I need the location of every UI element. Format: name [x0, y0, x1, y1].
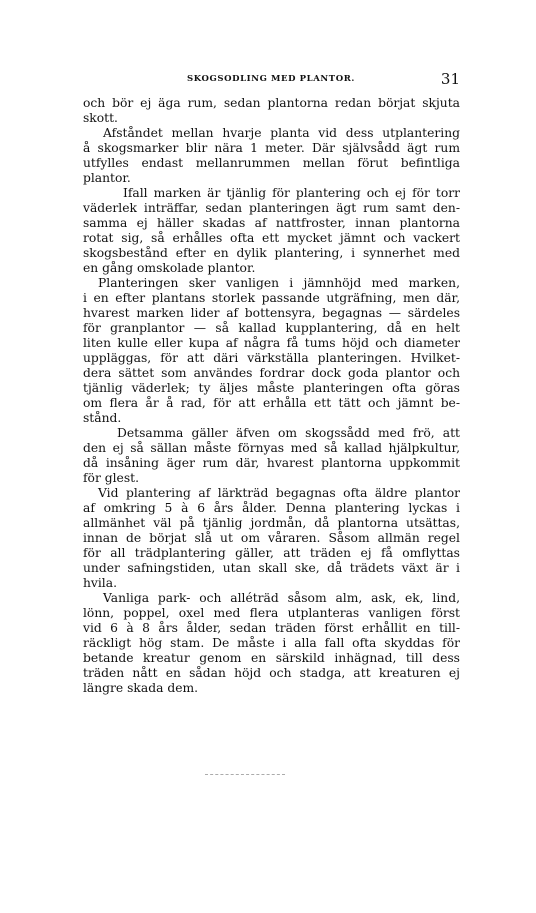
text-line: räckligt hög stam. De måste i alla fall ofta skyddas för [83, 636, 460, 650]
text-line: under safningstiden, utan skall ske, då trädets växt är i [83, 561, 460, 575]
text-line: allmänhet väl på tjänlig jordmån, då plantorna utsättas, [83, 516, 460, 530]
text-line: den ej så sällan måste förnyas med så kallad hjälpkultur, [83, 441, 460, 455]
text-line: Afståndet mellan hvarje planta vid dess utplantering [103, 126, 460, 140]
text-line: lönn, poppel, oxel med flera utplanteras vanligen först [83, 606, 460, 620]
text-line: för glest. [83, 471, 139, 485]
text-line: dera sättet som användes fordrar dock goda plantor och [83, 366, 460, 380]
text-line: då insåning äger rum där, hvarest plantorna uppkommit [83, 456, 460, 470]
text-line: af omkring 5 à 6 års ålder. Denna plantering lyckas i [83, 501, 460, 515]
footer-divider [205, 774, 285, 776]
text-line: innan de börjat slå ut om våraren. Såsom allmän regel [83, 531, 460, 545]
text-line: uppläggas, för att däri värkställa planteringen. Hvilket- [83, 351, 460, 365]
text-line: tjänlig väderlek; ty äljes måste planteringen ofta göras [83, 381, 460, 395]
text-line: Detsamma gäller äfven om skogssådd med frö, att [117, 426, 460, 440]
text-line: en gång omskolade plantor. [83, 261, 256, 275]
text-line: å skogsmarker blir nära 1 meter. Där självsådd ägt rum [83, 141, 460, 155]
body-text [83, 96, 460, 696]
text-line: och bör ej äga rum, sedan plantorna redan börjat skjuta [83, 96, 460, 110]
text-line: i en efter plantans storlek passande utgräfning, men där, [83, 291, 460, 305]
text-line: stånd. [83, 411, 122, 425]
text-line: betande kreatur genom en särskild inhägnad, till dess [83, 651, 460, 665]
text-line: liten kulle eller kupa af några få tums höjd och diameter [83, 336, 460, 350]
text-line: väderlek inträffar, sedan planteringen ägt rum samt den- [83, 201, 460, 215]
running-title: SKOGSODLING MED PLANTOR. [187, 74, 355, 84]
text-line: Ifall marken är tjänlig för plantering och ej för torr [123, 186, 460, 200]
page-number: 31 [440, 70, 460, 88]
text-line: träden nått en sådan höjd och stadga, att kreaturen ej [83, 666, 460, 680]
text-line: hvila. [83, 576, 117, 590]
text-line: Vanliga park- och alléträd såsom alm, ask, ek, lind, [103, 591, 460, 605]
text-line: rotat sig, så erhålles ofta ett mycket jämnt och vackert [83, 231, 460, 245]
text-line: plantor. [83, 171, 131, 185]
text-line: för all trädplantering gäller, att träden ej få omflyttas [83, 546, 460, 560]
text-line: skogsbestånd efter en dylik plantering, i synnerhet med [83, 246, 460, 260]
text-line: för granplantor — så kallad kupplantering, då en helt [83, 321, 460, 335]
text-line: Planteringen sker vanligen i jämnhöjd med marken, [98, 276, 460, 290]
text-line: samma ej häller skadas af nattfroster, innan plantorna [83, 216, 460, 230]
text-line: Vid plantering af lärkträd begagnas ofta äldre plantor [98, 486, 460, 500]
page-header [83, 70, 460, 90]
text-line: längre skada dem. [83, 681, 199, 695]
text-line: hvarest marken lider af bottensyra, begagnas — särdeles [83, 306, 460, 320]
text-line: om flera år å rad, för att erhålla ett tätt och jämnt be- [83, 396, 460, 410]
text-line: skott. [83, 111, 118, 125]
text-line: vid 6 à 8 års ålder, sedan träden först erhållit en till- [83, 621, 460, 635]
text-line: utfylles endast mellanrummen mellan förut befintliga [83, 156, 460, 170]
